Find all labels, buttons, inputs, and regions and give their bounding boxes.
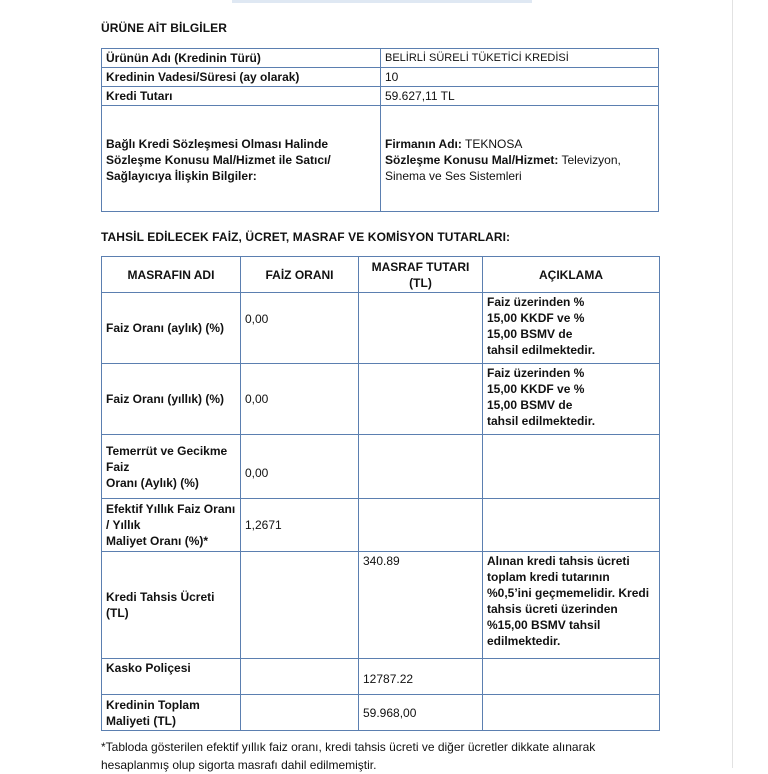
fee-name-cell xyxy=(102,364,241,435)
fee-desc-cell xyxy=(483,659,660,695)
fee-name-cell xyxy=(102,435,241,499)
fee-desc-cell xyxy=(483,364,660,435)
product-section-title: ÜRÜNE AİT BİLGİLER xyxy=(101,21,228,35)
fee-rate-cell xyxy=(241,695,359,731)
fee-name-line: Kasko Poliçesi xyxy=(106,661,191,675)
fee-rate-cell xyxy=(241,552,359,659)
row-label: Ürünün Adı (Kredinin Türü) xyxy=(102,49,381,68)
fee-desc-line: 15,00 BSMV de xyxy=(487,398,573,412)
product-info-table xyxy=(101,48,659,212)
fee-name-cell xyxy=(102,659,241,695)
page-edge xyxy=(732,0,733,768)
header-desc: AÇIKLAMA xyxy=(483,257,660,293)
fee-rate-cell: 0,00 xyxy=(241,435,359,499)
fee-desc-line: 15,00 KKDF ve % xyxy=(487,382,585,396)
fee-desc-line: tahsil edilmektedir. xyxy=(487,414,596,428)
table-row xyxy=(102,552,660,659)
fee-desc-line: 15,00 KKDF ve % xyxy=(487,311,585,325)
row-label: Kredinin Vadesi/Süresi (ay olarak) xyxy=(102,68,381,87)
table-row xyxy=(102,49,659,68)
fee-desc-line: %15,00 BSMV tahsil xyxy=(487,618,601,632)
table-row xyxy=(102,435,660,499)
fee-name-line: Maliyet Oranı (%)* xyxy=(106,534,209,548)
fee-rate-cell xyxy=(241,659,359,695)
row-value: 59.627,11 TL xyxy=(381,87,659,106)
fee-name-line: Efektif Yıllık Faiz Oranı xyxy=(106,502,236,516)
firm-value: TEKNOSA xyxy=(461,137,523,151)
table-row xyxy=(102,87,659,106)
linked-sale-label xyxy=(102,106,381,212)
fee-name-cell xyxy=(102,552,241,659)
header-amount-line: MASRAF TUTARI xyxy=(371,259,470,274)
fee-desc-cell xyxy=(483,435,660,499)
fee-name-line: Maliyeti (TL) xyxy=(106,713,177,728)
table-row xyxy=(102,659,660,695)
linked-label-line: Bağlı Kredi Sözleşmesi Olması Halinde xyxy=(106,137,329,151)
fee-name-line: Faiz Oranı (aylık) (%) xyxy=(106,321,225,335)
fee-desc-cell xyxy=(483,499,660,552)
subject-value-cont: Sinema ve Ses Sistemleri xyxy=(385,169,522,183)
firm-label: Firmanın Adı: xyxy=(385,137,462,151)
fee-name-line: Oranı (Aylık) (%) xyxy=(106,475,199,490)
fee-amount-cell xyxy=(359,499,483,552)
fee-amount-cell: 59.968,00 xyxy=(359,695,483,731)
fee-desc-line: 15,00 BSMV de xyxy=(487,327,573,341)
fee-name-line: Faiz Oranı (yıllık) (%) xyxy=(106,392,225,406)
fee-name-cell xyxy=(102,695,241,731)
footnote xyxy=(101,738,701,774)
subject-label: Sözleşme Konusu Mal/Hizmet: xyxy=(385,153,559,167)
table-header-row xyxy=(102,257,660,293)
fee-rate-cell: 0,00 xyxy=(241,364,359,435)
table-row xyxy=(102,293,660,364)
fee-name-line: Kredinin Toplam xyxy=(106,697,200,712)
fee-table xyxy=(101,256,660,731)
fee-name-cell xyxy=(102,499,241,552)
fee-section-title: TAHSİL EDİLECEK FAİZ, ÜCRET, MASRAF VE KOMİSYON TUTARLARI: xyxy=(101,230,511,244)
fee-amount-cell xyxy=(359,293,483,364)
fee-desc-cell xyxy=(483,695,660,731)
fee-name-line: Kredi Tahsis Ücreti xyxy=(106,590,215,604)
fee-rate-cell: 0,00 xyxy=(241,293,359,364)
footnote-line: *Tabloda gösterilen efektif yıllık faiz oranı, kredi tahsis ücreti ve diğer ücretler dikkate alınarak xyxy=(101,740,596,754)
fee-desc-line: edilmektedir. xyxy=(487,634,561,648)
fee-amount-cell xyxy=(359,435,483,499)
row-value: 10 xyxy=(381,68,659,87)
fee-name-line: / Yıllık xyxy=(106,518,141,532)
fee-desc-cell xyxy=(483,293,660,364)
fee-amount-cell: 340.89 xyxy=(359,552,483,659)
fee-desc-line: Alınan kredi tahsis ücreti xyxy=(487,554,630,568)
fee-desc-line: %0,5’ini geçmemelidir. Kredi xyxy=(487,586,650,600)
header-amount xyxy=(359,257,483,293)
fee-name-line: (TL) xyxy=(106,606,129,620)
fee-rate-cell: 1,2671 xyxy=(241,499,359,552)
fee-name-line: Temerrüt ve Gecikme xyxy=(106,443,228,458)
fee-desc-line: Faiz üzerinden % xyxy=(487,295,585,309)
header-rate: FAİZ ORANI xyxy=(241,257,359,293)
fee-desc-line: toplam kredi tutarının xyxy=(487,570,610,584)
table-row xyxy=(102,695,660,731)
linked-label-line: Sağlayıcıya İlişkin Bilgiler: xyxy=(106,169,257,183)
row-value: BELİRLİ SÜRELİ TÜKETİCİ KREDİSİ xyxy=(381,49,659,68)
fee-amount-cell: 12787.22 xyxy=(359,659,483,695)
subject-value: Televizyon, xyxy=(558,153,621,167)
fee-amount-cell xyxy=(359,364,483,435)
fee-name-line: Faiz xyxy=(106,459,130,474)
fee-desc-line: tahsil edilmektedir. xyxy=(487,343,596,357)
linked-label-line: Sözleşme Konusu Mal/Hizmet ile Satıcı/ xyxy=(106,153,331,167)
table-row xyxy=(102,106,659,212)
fee-desc-line: Faiz üzerinden % xyxy=(487,366,585,380)
footnote-line: hesaplanmış olup sigorta masrafı dahil edilmemiştir. xyxy=(101,758,377,772)
table-row xyxy=(102,68,659,87)
top-header-strip xyxy=(232,0,532,3)
fee-desc-cell xyxy=(483,552,660,659)
table-row xyxy=(102,499,660,552)
header-amount-line: (TL) xyxy=(409,275,432,290)
header-name: MASRAFIN ADI xyxy=(102,257,241,293)
fee-name-cell xyxy=(102,293,241,364)
fee-desc-line: tahsis ücreti üzerinden xyxy=(487,602,618,616)
row-label: Kredi Tutarı xyxy=(102,87,381,106)
linked-sale-value xyxy=(381,106,659,212)
table-row xyxy=(102,364,660,435)
